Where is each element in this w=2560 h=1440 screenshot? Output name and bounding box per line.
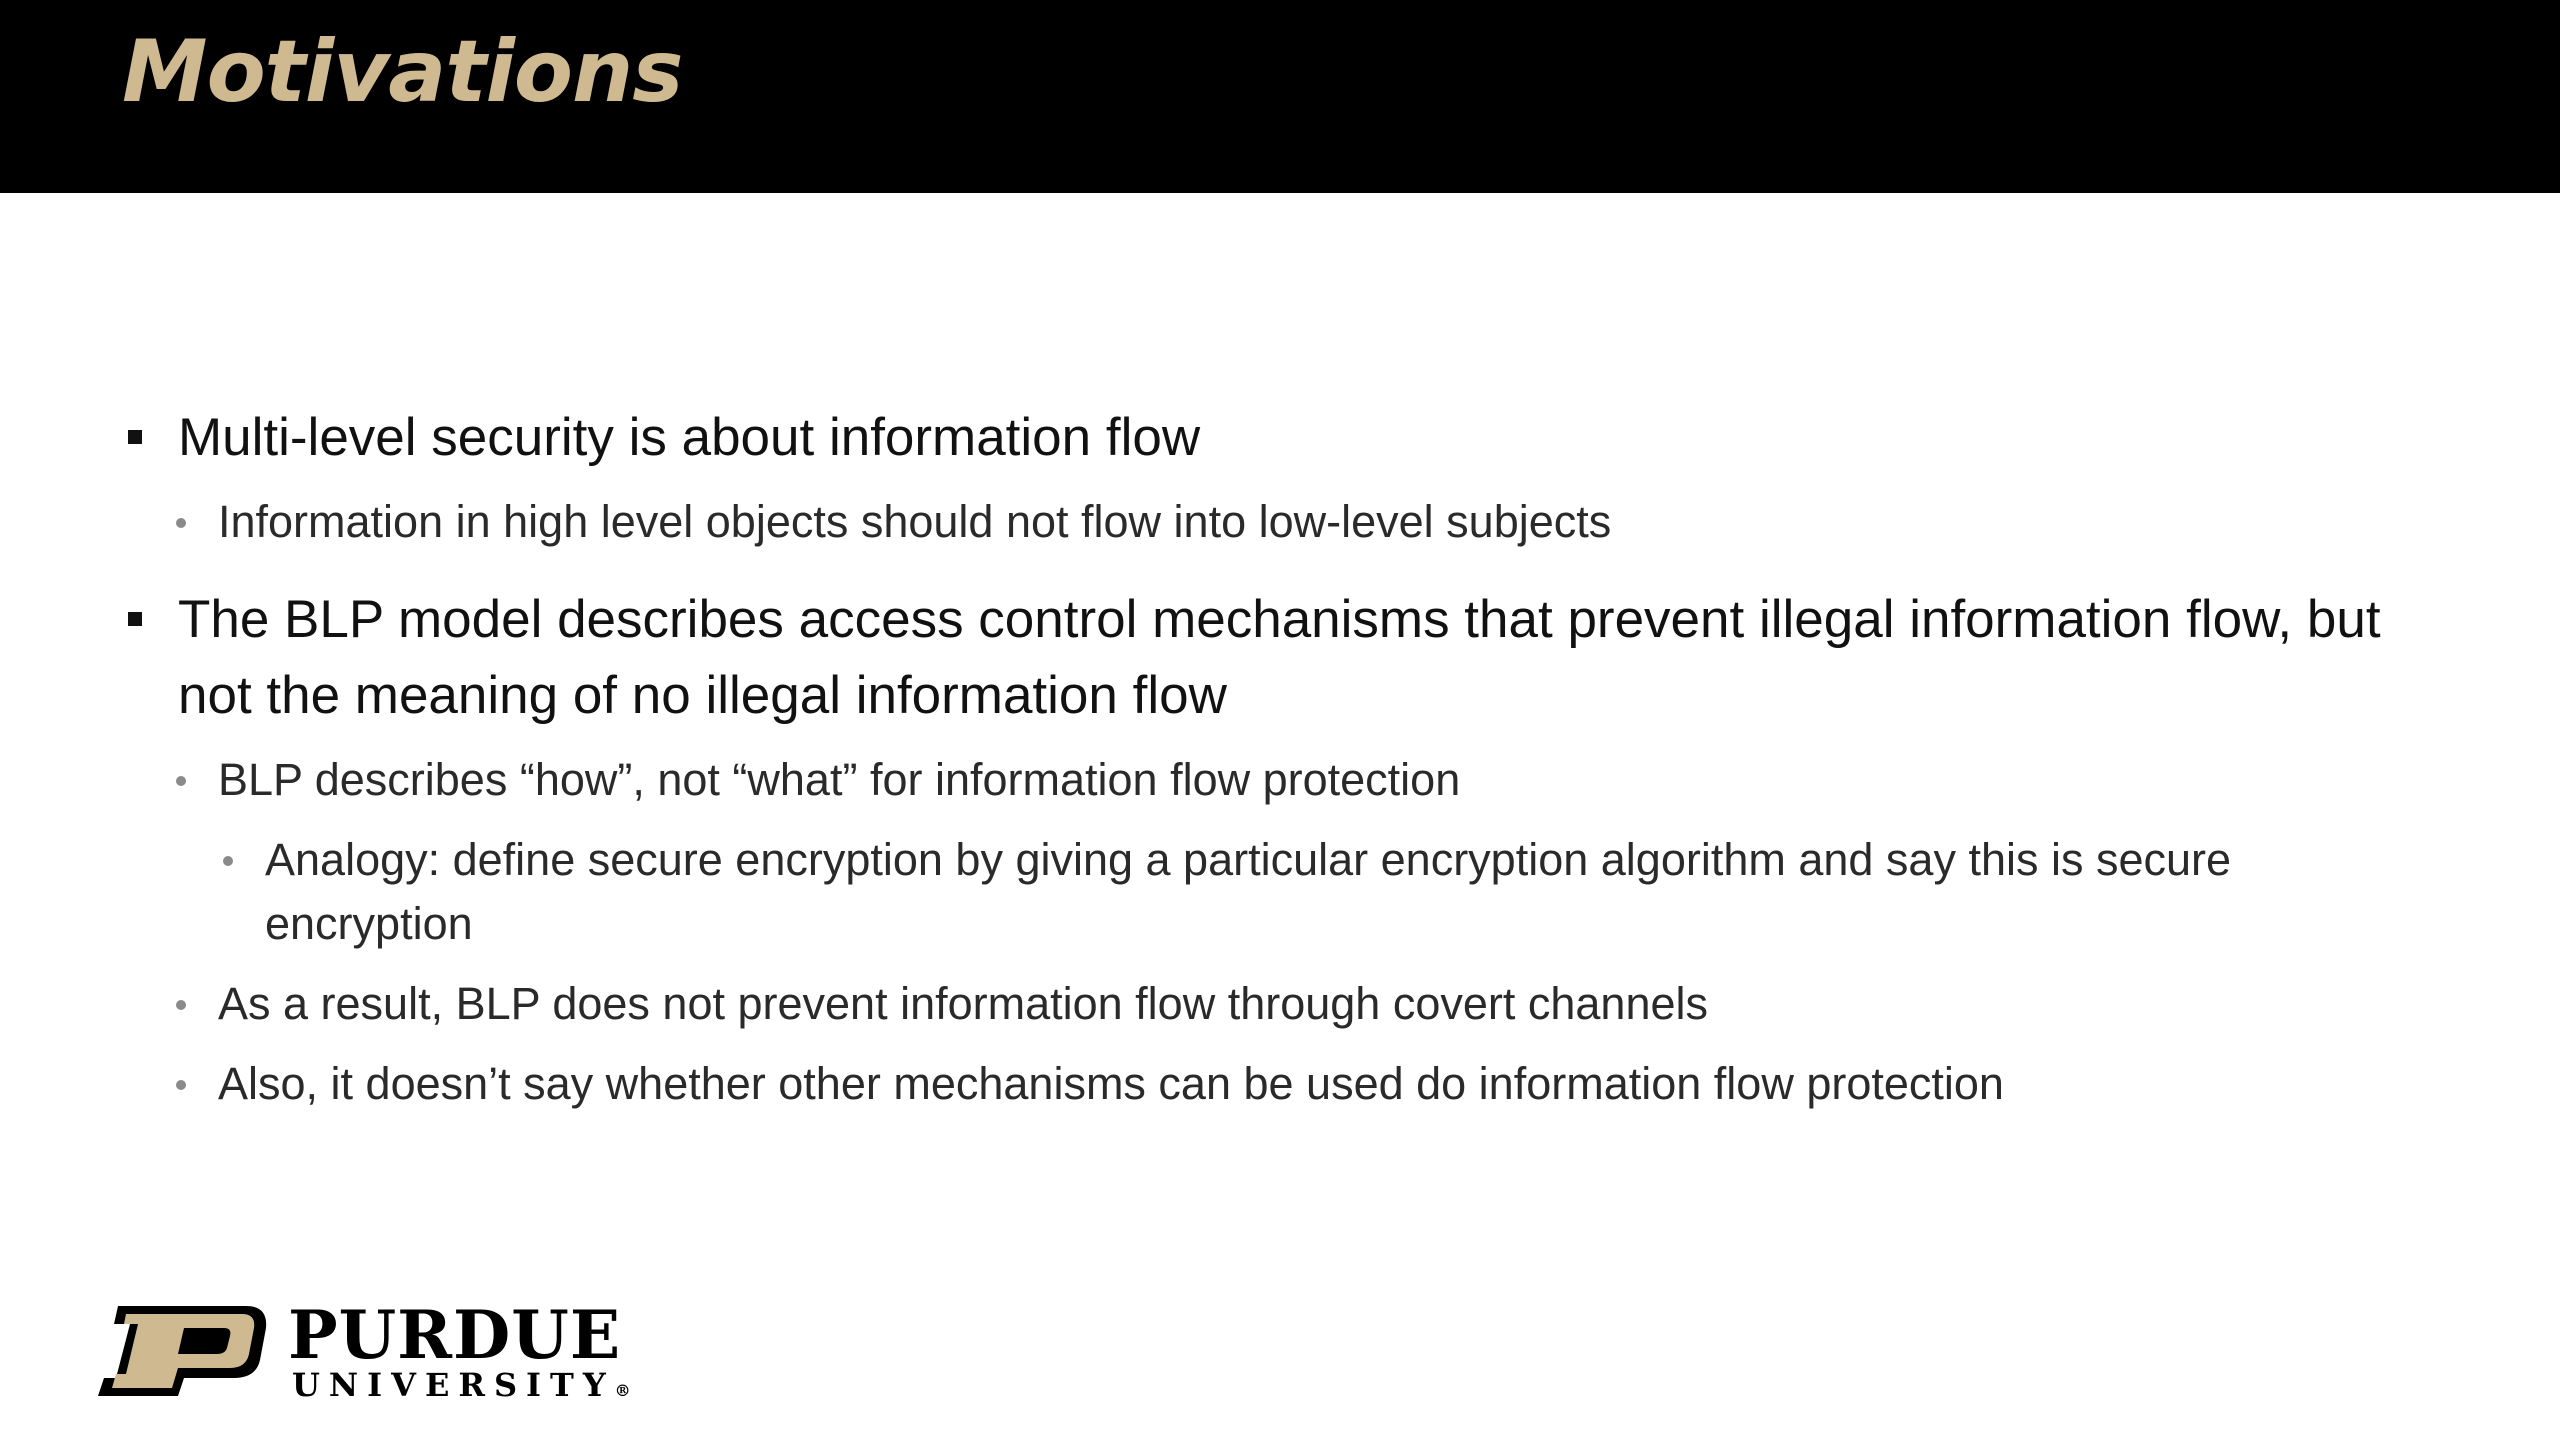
slide-title: Motivations	[122, 22, 683, 122]
slide-content	[122, 400, 2442, 1116]
bullet-level3	[122, 828, 2442, 956]
bullet-text: Also, it doesn’t say whether other mechanisms can be used do information flow protection	[218, 1058, 2004, 1109]
dot-bullet-icon	[176, 776, 186, 786]
bullet-text: Analogy: define secure encryption by giving a particular encryption algorithm and say this is secure encryption	[265, 834, 2232, 949]
bullet-text: As a result, BLP does not prevent information flow through covert channels	[218, 978, 1709, 1029]
bullet-level1	[122, 582, 2442, 734]
logo-subtitle: UNIVERSITY®	[292, 1366, 631, 1404]
bullet-level2	[122, 490, 2442, 554]
bullet-text: The BLP model describes access control mechanisms that prevent illegal information flow, but not the meaning of no illegal information flow	[178, 590, 2381, 725]
bullet-level2	[122, 748, 2442, 812]
dot-bullet-icon	[176, 1080, 186, 1090]
square-bullet-icon	[128, 612, 142, 626]
bullet-level2	[122, 1052, 2442, 1116]
dot-bullet-icon	[223, 856, 233, 866]
square-bullet-icon	[128, 430, 142, 444]
bullet-level2	[122, 972, 2442, 1036]
purdue-p-logo-icon	[96, 1302, 271, 1398]
purdue-logo	[96, 1296, 631, 1404]
dot-bullet-icon	[176, 518, 186, 528]
logo-wordmark: PURDUE	[288, 1296, 622, 1374]
bullet-text: Multi-level security is about information flow	[178, 408, 1201, 467]
bullet-text: BLP describes “how”, not “what” for information flow protection	[218, 754, 1461, 805]
dot-bullet-icon	[176, 1000, 186, 1010]
bullet-level1	[122, 400, 2442, 476]
title-bar	[0, 0, 2560, 193]
bullet-text: Information in high level objects should not flow into low-level subjects	[218, 496, 1612, 547]
